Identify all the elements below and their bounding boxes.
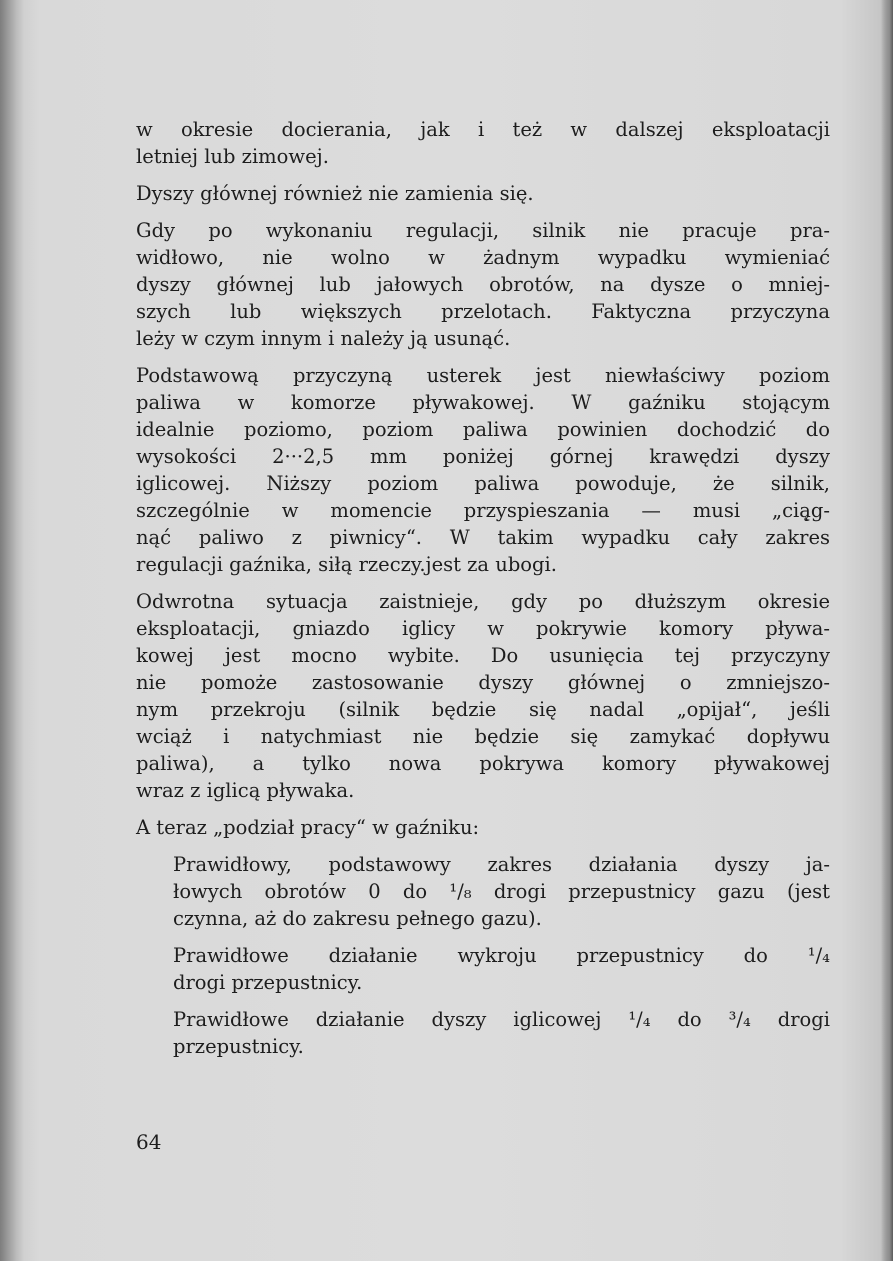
text-line: iglicowej. Niższy poziom paliwa powoduje, że silnik,	[136, 472, 830, 495]
text-line: przepustnicy.	[173, 1035, 304, 1058]
text-line: Odwrotna sytuacja zaistnieje, gdy po dłuższym okresie	[136, 590, 830, 613]
text-line: w okresie docierania, jak i też w dalszej eksploatacji	[136, 118, 830, 141]
text-line: czynna, aż do zakresu pełnego gazu).	[173, 907, 542, 930]
text-line: nie pomoże zastosowanie dyszy głównej o zmniejszo-	[136, 671, 830, 694]
text-line: Prawidłowy, podstawowy zakres działania dyszy ja-	[173, 853, 830, 876]
paragraph	[136, 116, 830, 170]
paragraph	[173, 851, 830, 932]
text-line: letniej lub zimowej.	[136, 145, 329, 168]
body-text	[136, 116, 830, 1070]
text-line: wciąż i natychmiast nie będzie się zamykać dopływu	[136, 725, 830, 748]
text-line: A teraz „podział pracy“ w gaźniku:	[136, 816, 480, 839]
text-line: Dyszy głównej również nie zamienia się.	[136, 182, 534, 205]
text-line: nąć paliwo z piwnicy“. W takim wypadku cały zakres	[136, 526, 830, 549]
text-line: Gdy po wykonaniu regulacji, silnik nie pracuje pra-	[136, 219, 830, 242]
paragraph	[136, 814, 830, 841]
text-line: paliwa w komorze pływakowej. W gaźniku stojącym	[136, 391, 830, 414]
text-line: szych lub większych przelotach. Faktyczna przyczyna	[136, 300, 830, 323]
text-line: leży w czym innym i należy ją usunąć.	[136, 327, 511, 350]
page-number: 64	[136, 1130, 162, 1154]
text-line: łowych obrotów 0 do ¹/₈ drogi przepustnicy gazu (jest	[173, 880, 830, 903]
text-line: regulacji gaźnika, siłą rzeczy.jest za ubogi.	[136, 553, 557, 576]
text-line: wysokości 2···2,5 mm poniżej górnej krawędzi dyszy	[136, 445, 830, 468]
paragraph	[136, 217, 830, 352]
text-line: drogi przepustnicy.	[173, 971, 363, 994]
text-line: paliwa), a tylko nowa pokrywa komory pływakowej	[136, 752, 830, 775]
text-line: Prawidłowe działanie dyszy iglicowej ¹/₄ do ³/₄ drogi	[173, 1008, 830, 1031]
text-line: dyszy głównej lub jałowych obrotów, na dysze o mniej-	[136, 273, 830, 296]
text-line: wraz z iglicą pływaka.	[136, 779, 355, 802]
paragraph	[173, 942, 830, 996]
text-line: kowej jest mocno wybite. Do usunięcia tej przyczyny	[136, 644, 830, 667]
text-line: eksploatacji, gniazdo iglicy w pokrywie komory pływa-	[136, 617, 830, 640]
text-line: Prawidłowe działanie wykroju przepustnicy do ¹/₄	[173, 944, 830, 967]
paragraph	[173, 1006, 830, 1060]
page-edge-shadow	[881, 0, 893, 1261]
text-line: widłowo, nie wolno w żadnym wypadku wymieniać	[136, 246, 830, 269]
page-binding-shadow	[0, 0, 24, 1261]
text-line: szczególnie w momencie przyspieszania — musi „cią̨g-	[136, 499, 830, 522]
text-line: nym przekroju (silnik będzie się nadal „opijał“, jeśli	[136, 698, 830, 721]
text-line: idealnie poziomo, poziom paliwa powinien dochodzić do	[136, 418, 830, 441]
paragraph	[136, 362, 830, 578]
paragraph	[136, 180, 830, 207]
paragraph	[136, 588, 830, 804]
text-line: Podstawową przyczyną usterek jest niewłaściwy poziom	[136, 364, 830, 387]
